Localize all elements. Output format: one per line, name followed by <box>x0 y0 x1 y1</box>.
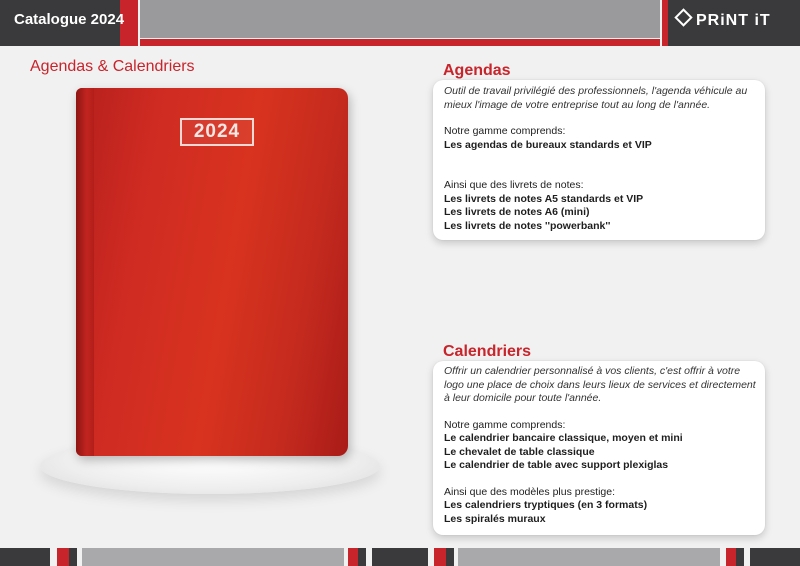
footer-red-accent <box>726 548 736 566</box>
agenda-spine <box>76 88 94 456</box>
footer-block <box>372 548 428 566</box>
footer-block <box>446 548 454 566</box>
footer-red-accent <box>434 548 446 566</box>
calendriers-heading: Calendriers <box>443 343 532 360</box>
agendas-card <box>433 80 765 240</box>
calendriers-extra-item: Les spiralés muraux <box>444 512 546 525</box>
footer-block <box>358 548 366 566</box>
footer-red-accent <box>348 548 358 566</box>
footer-block <box>69 548 77 566</box>
footer-block <box>0 548 50 566</box>
footer-block <box>750 548 800 566</box>
header-red-underline <box>140 39 660 46</box>
agendas-extra-item: Les livrets de notes A5 standards et VIP <box>444 192 644 205</box>
calendriers-range-item: Le calendrier bancaire classique, moyen et mini <box>444 432 683 444</box>
agendas-extra-item: Les livrets de notes ''powerbank'' <box>444 219 611 232</box>
footer-block <box>736 548 744 566</box>
calendriers-intro: Offrir un calendrier personnalisé à vos clients, c'est offrir à votre logo une place de choix dans leurs lieux de services et directement à leur domicile pour toute l'année. <box>444 365 756 404</box>
agenda-year-stamp: 2024 <box>180 118 254 146</box>
agendas-extra-label: Ainsi que des livrets de notes: <box>444 179 584 191</box>
header-gray-bar <box>140 0 660 38</box>
agendas-extra-item: Les livrets de notes A6 (mini) <box>444 206 590 218</box>
page-section-title: Agendas & Calendriers <box>30 58 195 75</box>
print-it-logo <box>677 12 771 30</box>
agendas-range-label: Notre gamme comprends: <box>444 125 566 137</box>
calendriers-range-label: Notre gamme comprends: <box>444 418 566 431</box>
agendas-range-item: Les agendas de bureaux standards et VIP <box>444 138 652 151</box>
logo-text: PRiNT iT <box>696 12 771 29</box>
footer-red-accent <box>57 548 69 566</box>
diamond-icon <box>674 8 692 26</box>
calendriers-range-item: Le chevalet de table classique <box>444 445 595 458</box>
calendriers-range-item: Le calendrier de table avec support plexiglas <box>444 459 669 471</box>
calendriers-card <box>433 361 765 535</box>
catalogue-title: Catalogue 2024 <box>14 11 125 28</box>
agendas-heading: Agendas <box>443 62 511 79</box>
footer-gray-bar <box>458 548 720 566</box>
agendas-intro: Outil de travail privilégié des professionnels, l'agenda véhicule au mieux l'image de votre entreprise tout au long de l'année. <box>444 85 748 111</box>
calendriers-extra-label: Ainsi que des modèles plus prestige: <box>444 485 616 498</box>
footer-gray-bar <box>82 548 344 566</box>
calendriers-extra-item: Les calendriers tryptiques (en 3 formats) <box>444 499 648 511</box>
